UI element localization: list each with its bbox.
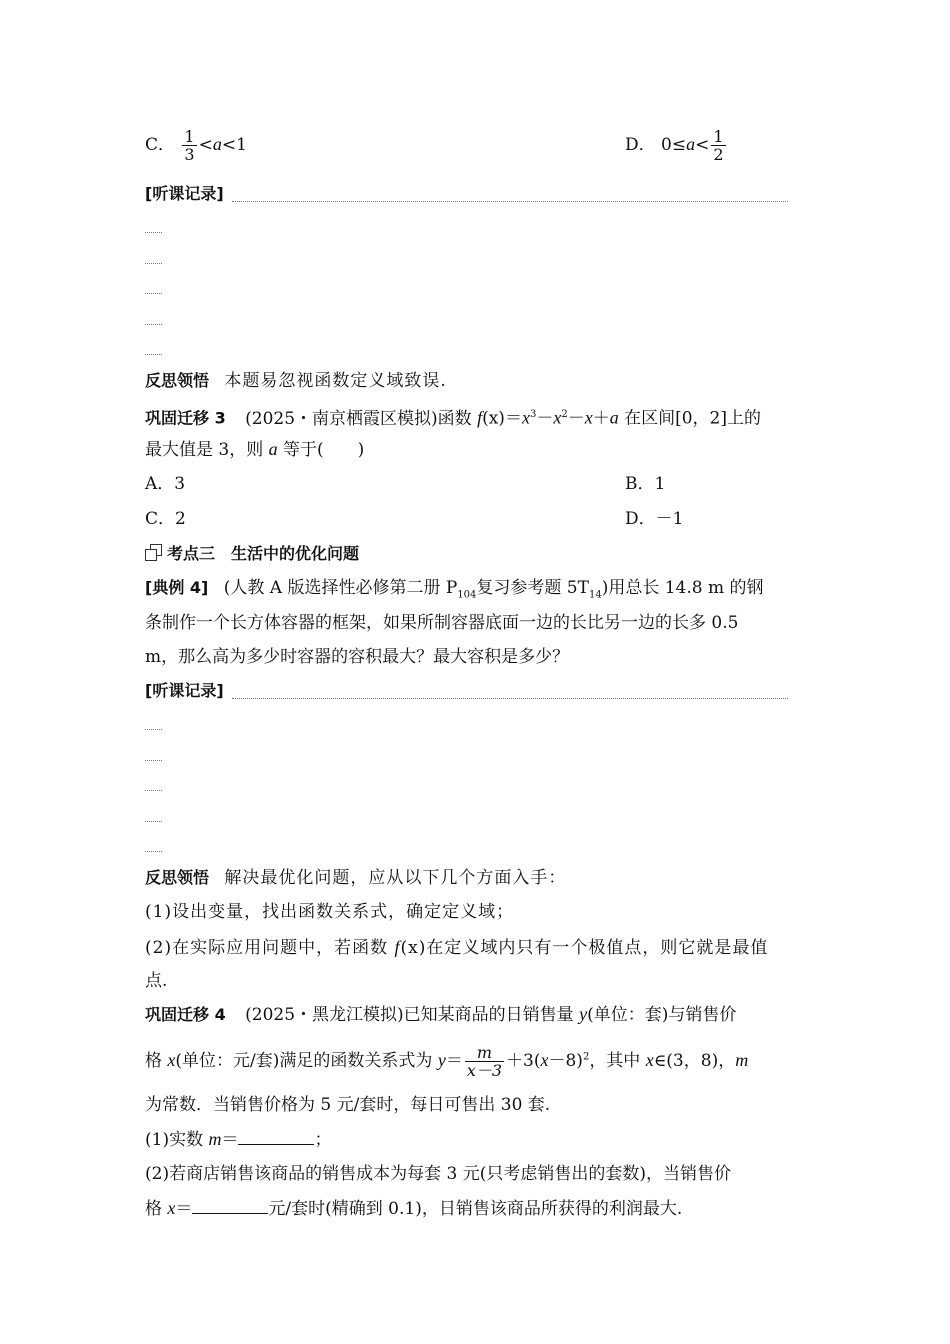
problem-text: ； (314, 1130, 332, 1150)
record-line (145, 354, 162, 355)
consolidate-4-q2-line-1: (2)若商店销售该商品的销售成本为每套 3 元(只考虑销售出的套数)，当销售价 (145, 1164, 731, 1184)
consolidate-4-line-3: 为常数．当销售价格为 5 元/套时，每日可售出 30 套. (145, 1095, 551, 1115)
consolidate-4-q1 (145, 1128, 331, 1151)
consolidate-4-line-1 (145, 1003, 736, 1026)
example-4-line-1 (145, 577, 764, 606)
exponent: 3 (529, 409, 537, 420)
example-4-line-2: 条制作一个长方体容器的框架，如果所制容器底面一边的长比另一边的长多 0.5 (145, 613, 739, 633)
subscript: 14 (588, 589, 602, 601)
consolidate-4-q2-line-2 (145, 1197, 682, 1220)
problem-text: (2025・黑龙江模拟)已知某商品的日销售量 (245, 1005, 580, 1025)
record-line (145, 324, 162, 325)
problem-text: 等于( ) (277, 440, 365, 460)
consolidate-3-line-1 (145, 404, 761, 430)
var-x: x (553, 407, 562, 428)
reflection-text: (2)在实际应用问题中，若函数 (145, 938, 395, 958)
subscript: 104 (457, 589, 477, 601)
exponent: 2 (561, 409, 568, 420)
problem-text: 在区间[0，2]上的 (618, 408, 761, 429)
var-a: a (212, 134, 222, 154)
minus: － (567, 408, 585, 429)
reflection-text: 在定义域内只有一个极值点，则它就是最值 (426, 938, 769, 958)
consolidate-3-options-cd (145, 508, 684, 530)
reflection-item-2 (145, 936, 768, 959)
record-label-2: [听课记录] (145, 681, 224, 700)
problem-text: ，其中 (589, 1051, 646, 1071)
var-a: a (268, 439, 278, 459)
option-d (625, 128, 728, 163)
record-rule-2 (232, 698, 788, 699)
answer-blank-1[interactable] (238, 1129, 314, 1145)
problem-text: )用总长 14.8 m 的钢 (601, 578, 764, 598)
var-x: x (584, 407, 593, 428)
fraction-numerator: 1 (713, 127, 724, 146)
var-a: a (686, 134, 696, 154)
problem-text: (1)实数 (145, 1130, 209, 1150)
var-m: m (735, 1050, 749, 1070)
reflection-text: 解决最优化问题，应从以下几个方面入手： (224, 868, 567, 888)
fraction-numerator: m (465, 1044, 504, 1062)
arg-x: (x) (482, 408, 505, 429)
record-line (145, 232, 162, 233)
reflection-item-1: (1)设出变量，找出函数关系式，确定定义域； (145, 902, 515, 922)
section-squares-icon (145, 544, 164, 561)
reflection-text: 本题易忽视函数定义域致误. (224, 371, 447, 391)
problem-text: (单位：套)与销售价 (587, 1005, 737, 1025)
record-label-1: [听课记录] (145, 184, 224, 203)
record-rule-1 (232, 201, 788, 202)
option-b: B．1 (625, 474, 666, 494)
option-a: A．3 (145, 474, 186, 494)
arg-x: (x) (400, 938, 427, 958)
var-f: f (477, 407, 483, 428)
var-a: a (609, 407, 619, 428)
var-x: x (521, 407, 530, 428)
plus: ＋ (592, 408, 610, 429)
var-y: y (437, 1050, 446, 1070)
var-m: m (208, 1129, 222, 1149)
example-label: [典例 4] (145, 578, 209, 597)
less-than: < (695, 135, 710, 155)
var-x: x (645, 1050, 654, 1070)
record-line (145, 760, 162, 761)
example-4-line-3: m，那么高为多少时容器的容积最大？最大容积是多少？ (145, 647, 570, 667)
reflection-2 (145, 867, 566, 889)
equals: ＝ (175, 1199, 193, 1219)
problem-text: 最大值是 3，则 (145, 440, 269, 460)
reflection-label: 反思领悟 (145, 371, 210, 390)
record-line (145, 729, 162, 730)
var-x: x (167, 1050, 176, 1070)
fraction-denominator: 3 (184, 145, 195, 164)
section-title: 考点三 生活中的优化问题 (167, 544, 360, 563)
equals: ＝ (445, 1051, 463, 1071)
option-c: C．2 (145, 509, 186, 529)
minus: － (536, 408, 554, 429)
problem-text: 元/套时(精确到 0.1)，日销售该商品所获得的利润最大. (268, 1199, 683, 1219)
record-line (145, 851, 162, 852)
consolidate-label: 巩固迁移 3 (145, 408, 226, 428)
var-x: x (167, 1198, 176, 1218)
equals: ＝ (221, 1130, 239, 1150)
problem-text: ∈(3，8)， (653, 1051, 736, 1071)
reflection-1 (145, 370, 447, 392)
problem-text: 复习参考题 5T (476, 578, 589, 598)
option-d-label: D． (625, 135, 656, 155)
fraction-denominator: 2 (713, 145, 724, 164)
section-heading (145, 543, 359, 565)
consolidate-3-options-ab (145, 473, 666, 495)
option-c-label: C． (145, 135, 176, 155)
var-y: y (579, 1004, 588, 1024)
problem-text: (2025・南京栖霞区模拟)函数 (245, 408, 478, 429)
reflection-label: 反思领悟 (145, 868, 210, 887)
consolidate-label: 巩固迁移 4 (145, 1005, 226, 1024)
record-line (145, 263, 162, 264)
less-than: < (198, 135, 213, 155)
problem-text: ＋3( (506, 1051, 541, 1071)
problem-text: 格 (145, 1051, 168, 1071)
problem-text: －8) (548, 1051, 583, 1071)
option-c-tail: <1 (221, 135, 247, 155)
consolidate-4-line-2 (145, 1044, 748, 1079)
option-d: D．－1 (625, 509, 684, 529)
option-c-fraction (182, 128, 196, 163)
prev-question-options (145, 127, 724, 164)
reflection-item-2-cont: 点. (145, 971, 168, 991)
record-line (145, 821, 162, 822)
problem-text: 格 (145, 1199, 168, 1219)
fraction-numerator: 1 (184, 127, 195, 146)
var-f: f (394, 937, 401, 957)
option-d-fraction (711, 128, 725, 163)
equals: ＝ (504, 408, 522, 429)
consolidate-3-line-2 (145, 438, 364, 461)
answer-blank-2[interactable] (192, 1198, 268, 1214)
record-line (145, 293, 162, 294)
exponent: 2 (582, 1051, 590, 1063)
problem-text: (单位：元/套)满足的函数关系式为 (175, 1051, 438, 1071)
problem-text: (人教 A 版选择性必修第二册 P (223, 578, 458, 598)
option-d-head: 0≤ (661, 135, 687, 155)
fraction-denominator: x－3 (466, 1061, 503, 1080)
var-x: x (540, 1050, 549, 1070)
record-line (145, 790, 162, 791)
formula-fraction (465, 1044, 504, 1079)
